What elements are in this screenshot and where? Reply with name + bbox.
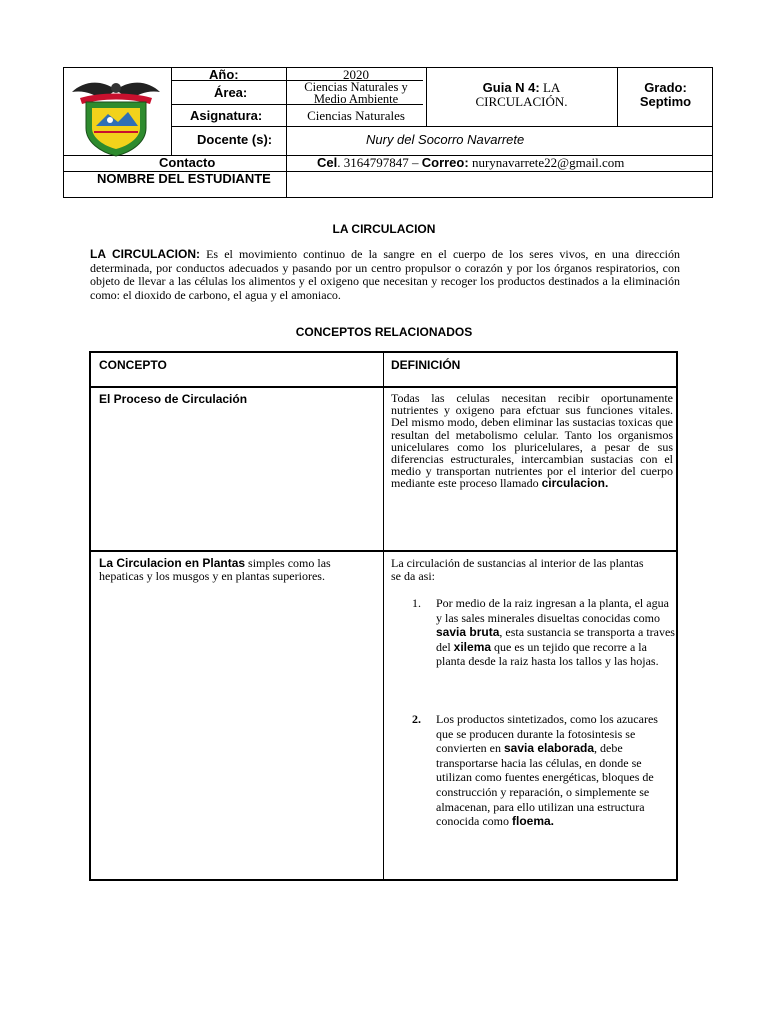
- contacto-value: Cel. 3164797847 – Correo: nurynavarrete22@gmail.com: [317, 155, 625, 170]
- area-label: Área:: [214, 85, 248, 100]
- contacto-label: Contacto: [159, 155, 216, 170]
- area-value: Ciencias Naturales y Medio Ambiente: [304, 80, 408, 106]
- col-concepto-header: CONCEPTO: [99, 358, 167, 372]
- intro-paragraph: LA CIRCULACION: Es el movimiento continuo de la sangre en el cuerpo de los seres vivos, en una dirección determinada, por conductos adecuados y pasando por un centro propulsor o corazón y por los órganos respiratorios, con objeto de llevar a las células los alimentos y el oxigeno que necesitan y recoger los productos destinados a la eliminación como: el dioxido de carbono, el agua y el amoniaco.: [90, 247, 680, 302]
- estudiante-field[interactable]: [288, 172, 708, 196]
- concept-plantas: La Circulacion en Plantas simples como las hepaticas y los musgos y en plantas superiores.: [99, 556, 331, 583]
- concept-proceso: El Proceso de Circulación: [99, 392, 248, 406]
- estudiante-label: NOMBRE DEL ESTUDIANTE: [97, 171, 271, 186]
- ano-label: Año:: [209, 67, 239, 82]
- header-table: [63, 67, 713, 198]
- asignatura-value: Ciencias Naturales: [307, 108, 405, 123]
- concepts-table: [89, 351, 678, 881]
- page-title: LA CIRCULACION: [332, 222, 436, 236]
- section-title: CONCEPTOS RELACIONADOS: [295, 325, 473, 339]
- definition-plantas-intro: La circulación de sustancias al interior de las plantas se da asi:: [391, 556, 644, 583]
- school-crest-logo: [70, 76, 162, 158]
- asignatura-label: Asignatura:: [190, 108, 263, 123]
- docente-value: Nury del Socorro Navarrete: [366, 132, 525, 147]
- col-definicion-header: DEFINICIÓN: [391, 358, 461, 372]
- definition-proceso: Todas las celulas necesitan recibir oportunamente nutrientes y oxigeno para efctuar sus funciones vitales. Del mismo modo, deben eliminar las sustacias toxicas que resultan del metabolismo celular. Tanto los organismos unicelulares como los pluricelulares, a pesar de sus diferencias estructurales, intercambian sustacias con el medio y transportan nutrientes por el interior del cuerpo mediante este proceso llamado circulacion.: [391, 391, 673, 491]
- list-item: 1. Por medio de la raiz ingresan a la planta, el agua y las sales minerales disueltas conocidas como savia bruta, esta sustancia se transporta a traves del xilema que es un tejido que recorre a la planta desde la raiz hasta los tallos y las hojas.: [412, 596, 675, 669]
- ano-value: 2020: [343, 67, 369, 82]
- grado: Grado: Septimo: [639, 80, 692, 109]
- list-item: 2. Los productos sintetizados, como los azucares que se producen durante la fotosintesis se convierten en savia elaborada, debe transportarse hacia las células, en donde se utilizan como fuentes energéticas, bloques de construcción y reparación, o simplemente se almacenan, para ello utilizan una estructura conocida como floema.: [412, 712, 658, 829]
- guia-title: Guia N 4: LA CIRCULACIÓN.: [475, 80, 568, 109]
- docente-label: Docente (s):: [197, 132, 273, 147]
